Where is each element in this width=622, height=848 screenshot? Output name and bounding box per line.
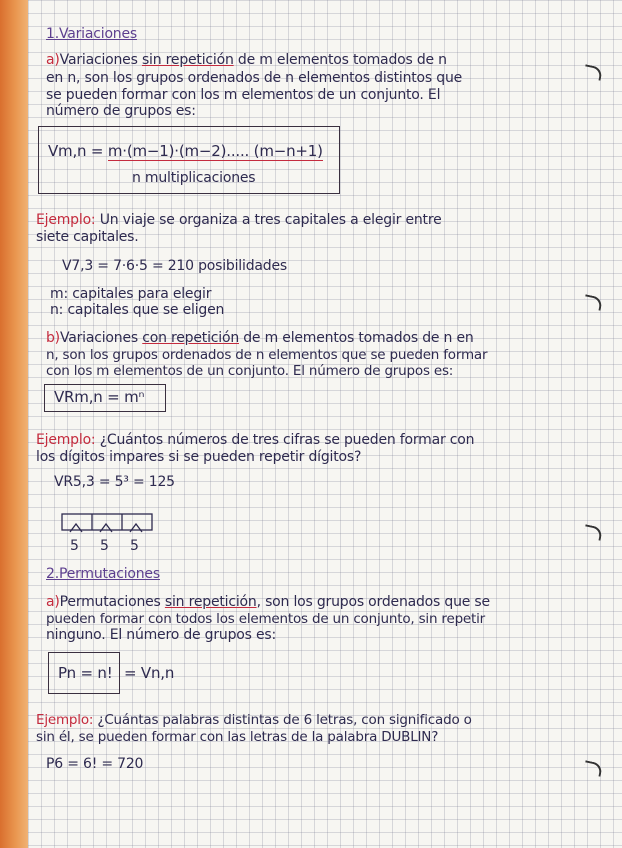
slot-arrow	[100, 524, 112, 532]
formula-rhs: m·(m−1)·(m−2)..... (m−n+1)	[107, 142, 323, 160]
example-line: siete capitales.	[36, 229, 139, 245]
text: de m elementos tomados de n en	[239, 330, 474, 346]
lead-word: Variaciones	[59, 52, 138, 68]
example-word: DUBLIN	[381, 729, 432, 745]
text: ¿Cuántas palabras distintas de 6 letras, con significado o	[93, 712, 472, 728]
text: ?	[431, 729, 439, 745]
slot-value: 5	[100, 538, 109, 554]
section-title-variaciones: 1.Variaciones	[46, 26, 137, 42]
slot-arrow	[130, 524, 142, 532]
paragraph-line: se pueden formar con los m elementos de un conjunto. El	[46, 87, 441, 103]
paragraph-line: número de grupos es:	[46, 103, 196, 119]
text: de m elementos tomados de n	[233, 52, 447, 68]
key-term: con repetición	[142, 330, 239, 346]
example-label: Ejemplo:	[36, 432, 96, 448]
notebook-page-edge	[0, 0, 28, 848]
text: sin él, se pueden formar con las letras de la palabra	[36, 729, 382, 745]
item-marker: a)	[46, 594, 60, 610]
formula-variations-repetition: VRm,n = mⁿ	[54, 388, 145, 406]
paragraph-line: n, son los grupos ordenados de n elementos que se pueden formar	[46, 347, 488, 363]
paragraph-line: con los m elementos de un conjunto. El número de grupos es:	[46, 363, 454, 379]
paragraph-line	[46, 52, 447, 68]
legend-line: m: capitales para elegir	[50, 286, 212, 302]
paragraph-line: en n, son los grupos ordenados de n elementos distintos que	[46, 70, 463, 86]
formula-permutations: Pn = n!	[58, 664, 113, 682]
slot-value: 5	[70, 538, 79, 554]
text: Un viaje se organiza a tres capitales a elegir entre	[95, 212, 442, 228]
slot-value: 5	[130, 538, 139, 554]
paragraph-line: ninguno. El número de grupos es:	[46, 627, 277, 643]
item-marker: a)	[46, 52, 60, 68]
example-line	[36, 212, 441, 228]
example-calculation: V7,3 = 7·6·5 = 210 posibilidades	[62, 258, 287, 274]
example-line	[36, 712, 472, 728]
legend-line: n: capitales que se eligen	[50, 302, 225, 318]
item-marker: b)	[46, 330, 60, 346]
formula-equivalence: = Vn,n	[124, 664, 175, 682]
example-calculation: VR5,3 = 5³ = 125	[54, 474, 175, 490]
key-term: sin repetición	[141, 52, 234, 68]
formula-note: n multiplicaciones	[132, 170, 256, 186]
example-line	[36, 432, 474, 448]
formula-variations	[48, 142, 323, 160]
formula-lhs: Vm,n =	[48, 142, 108, 160]
key-term: sin repetición	[164, 594, 257, 610]
lead-word: Permutaciones	[59, 594, 165, 610]
example-line	[36, 729, 438, 745]
text: ¿Cuántos números de tres cifras se pueden formar con	[95, 432, 475, 448]
example-label: Ejemplo:	[36, 712, 94, 728]
paragraph-line	[46, 594, 490, 610]
slot-arrow	[70, 524, 82, 532]
example-line: los dígitos impares si se pueden repetir dígitos?	[36, 449, 362, 465]
example-label: Ejemplo:	[36, 212, 96, 228]
text: , son los grupos ordenados que se	[256, 594, 490, 610]
section-title-permutaciones: 2.Permutaciones	[46, 566, 160, 582]
paragraph-line	[46, 330, 474, 346]
example-calculation: P6 = 6! = 720	[46, 756, 144, 772]
paragraph-line: pueden formar con todos los elementos de un conjunto, sin repetir	[46, 611, 486, 627]
lead-word: Variaciones	[59, 330, 143, 346]
